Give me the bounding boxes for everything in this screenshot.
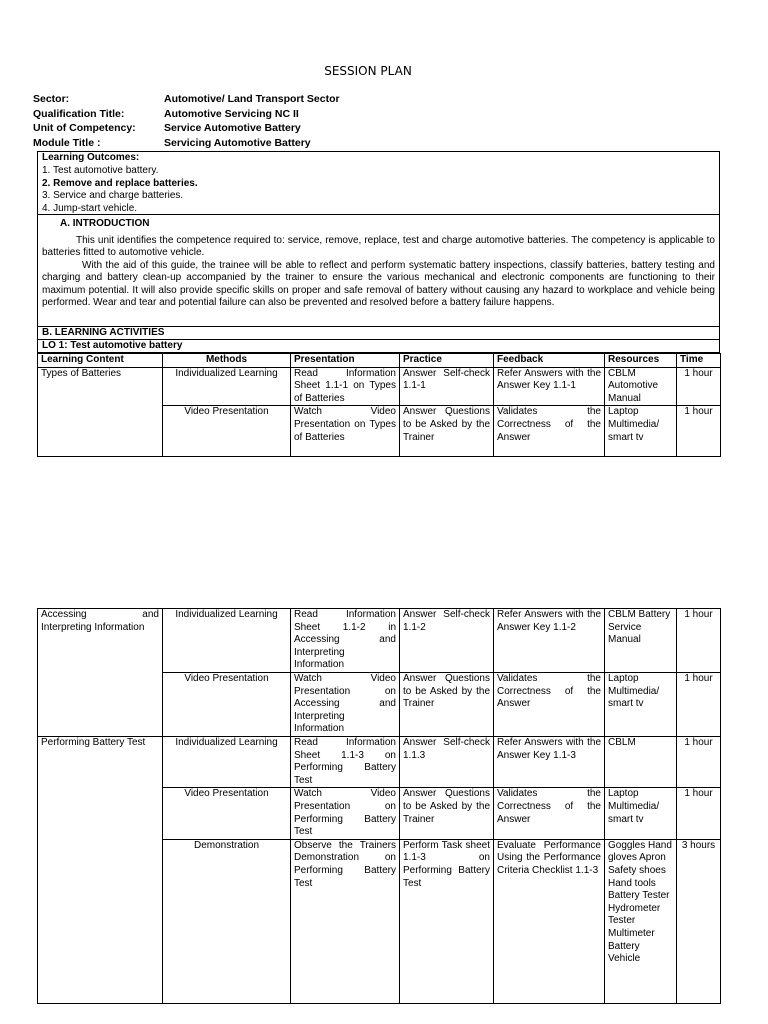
time-cell: 1 hour xyxy=(677,609,721,673)
feedback-cell: Refer Answers with the Answer Key 1.1-2 xyxy=(494,609,605,673)
feedback-cell: Evaluate Performance Using the Performance Criteria Checklist 1.1-3 xyxy=(494,839,605,1003)
presentation-cell: Read Information Sheet 1.1-3 on Performing Battery Test xyxy=(291,737,400,788)
learning-outcomes-heading: Learning Outcomes: xyxy=(42,152,140,163)
meta-value: Automotive/ Land Transport Sector xyxy=(164,93,340,105)
resources-cell: CBLM Automotive Manual xyxy=(605,367,677,406)
resources-cell: Laptop Multimedia/ smart tv xyxy=(605,673,677,737)
learning-content-cell: Types of Batteries xyxy=(38,367,163,457)
practice-cell: Answer Self-check 1.1-1 xyxy=(400,367,494,406)
column-header: Learning Content xyxy=(38,354,163,368)
time-cell: 1 hour xyxy=(677,737,721,788)
column-header: Feedback xyxy=(494,354,605,368)
presentation-cell: Watch Video Presentation on Types of Batteries xyxy=(291,406,400,457)
method-cell: Video Presentation xyxy=(163,788,291,839)
time-cell: 1 hour xyxy=(677,406,721,457)
column-header: Presentation xyxy=(291,354,400,368)
learning-outcome-item: 2. Remove and replace batteries. xyxy=(42,177,198,189)
time-cell: 1 hour xyxy=(677,367,721,406)
learning-content-cell: Performing Battery Test xyxy=(38,737,163,1004)
practice-cell: Answer Self-check 1.1.3 xyxy=(400,737,494,788)
introduction-paragraph: With the aid of this guide, the trainee will be able to reflect and perform systematic battery inspections, classify batteries, battery testing and charging and battery clean-up accompanied by the trainer to ensure the various mechanical and electronic components are functioning to their maximum potential. It will also provide specific skills on proper and safe removal of battery without causing any hazard to workplace and vehicle being performed. Wear and tear and potential failure can also be prevented and resolved before a battery failure happens. xyxy=(42,259,715,308)
meta-value: Servicing Automotive Battery xyxy=(164,136,311,149)
introduction-section xyxy=(37,214,720,327)
activities-heading: B. LEARNING ACTIVITIES xyxy=(37,327,720,340)
presentation-cell: Read Information Sheet 1.1-1 on Types of Batteries xyxy=(291,367,400,406)
time-cell: 3 hours xyxy=(677,839,721,1003)
method-cell: Demonstration xyxy=(163,839,291,1003)
learning-content-cell: Accessing and Interpreting Information xyxy=(38,609,163,737)
presentation-cell: Watch Video Presentation on Accessing and Interpreting Information xyxy=(291,673,400,737)
method-cell: Individualized Learning xyxy=(163,609,291,673)
resources-cell: CBLM Battery Service Manual xyxy=(605,609,677,673)
resources-cell: Goggles Hand gloves Apron Safety shoes Hand tools Battery Tester Hydrometer Tester Multimeter Battery Vehicle xyxy=(605,839,677,1003)
introduction-paragraph: This unit identifies the competence required to: service, remove, replace, test and charge automotive batteries. The competency is applicable to batteries fitted to automotive vehicle. xyxy=(42,234,715,258)
lo1-heading: LO 1: Test automotive battery xyxy=(37,340,720,353)
method-cell: Video Presentation xyxy=(163,673,291,737)
time-cell: 1 hour xyxy=(677,788,721,839)
meta-module xyxy=(33,136,340,151)
column-header: Resources xyxy=(605,354,677,368)
table-row xyxy=(38,737,721,788)
meta-value: Automotive Servicing NC II xyxy=(164,107,299,120)
method-cell: Individualized Learning xyxy=(163,737,291,788)
learning-outcome-item: 3. Service and charge batteries. xyxy=(42,190,184,202)
introduction-heading: A. INTRODUCTION xyxy=(60,218,150,229)
learning-outcome-item: 1. Test automotive battery. xyxy=(42,164,159,176)
feedback-cell: Validates the Correctness of the Answer xyxy=(494,406,605,457)
method-cell: Video Presentation xyxy=(163,406,291,457)
feedback-cell: Validates the Correctness of the Answer xyxy=(494,788,605,839)
resources-cell: CBLM xyxy=(605,737,677,788)
practice-cell: Answer Questions to be Asked by the Trainer xyxy=(400,788,494,839)
practice-cell: Perform Task sheet 1.1-3 on Performing Battery Test xyxy=(400,839,494,1003)
method-cell: Individualized Learning xyxy=(163,367,291,406)
time-cell: 1 hour xyxy=(677,673,721,737)
meta-value: Service Automotive Battery xyxy=(164,122,301,134)
practice-cell: Answer Questions to be Asked by the Trainer xyxy=(400,673,494,737)
column-header: Time xyxy=(677,354,721,368)
table-row xyxy=(38,609,721,673)
meta-unit xyxy=(33,121,340,136)
feedback-cell: Refer Answers with the Answer Key 1.1-1 xyxy=(494,367,605,406)
feedback-cell: Validates the Correctness of the Answer xyxy=(494,673,605,737)
meta-label: Unit of Competency: xyxy=(33,122,136,134)
document-title: SESSION PLAN xyxy=(324,64,412,78)
learning-outcome-item: 4. Jump-start vehicle. xyxy=(42,203,138,215)
meta-qualification xyxy=(33,107,340,122)
feedback-cell: Refer Answers with the Answer Key 1.1-3 xyxy=(494,737,605,788)
presentation-cell: Watch Video Presentation on Performing Battery Test xyxy=(291,788,400,839)
meta-label: Module Title : xyxy=(33,136,101,149)
learning-outcomes xyxy=(37,151,720,215)
activities-table-part-2 xyxy=(37,608,721,1004)
presentation-cell: Read Information Sheet 1.1-2 in Accessing and Interpreting Information xyxy=(291,609,400,673)
meta-label: Qualification Title: xyxy=(33,107,125,120)
meta-label: Sector: xyxy=(33,93,70,105)
column-header: Practice xyxy=(400,354,494,368)
practice-cell: Answer Questions to be Asked by the Trainer xyxy=(400,406,494,457)
presentation-cell: Observe the Trainers Demonstration on Performing Battery Test xyxy=(291,839,400,1003)
table-row xyxy=(38,367,721,406)
table-header-row xyxy=(38,354,721,368)
session-meta xyxy=(33,92,340,150)
resources-cell: Laptop Multimedia/ smart tv xyxy=(605,406,677,457)
column-header: Methods xyxy=(163,354,291,368)
meta-sector xyxy=(33,92,340,107)
resources-cell: Laptop Multimedia/ smart tv xyxy=(605,788,677,839)
practice-cell: Answer Self-check 1.1-2 xyxy=(400,609,494,673)
activities-table-part-1 xyxy=(37,353,721,457)
